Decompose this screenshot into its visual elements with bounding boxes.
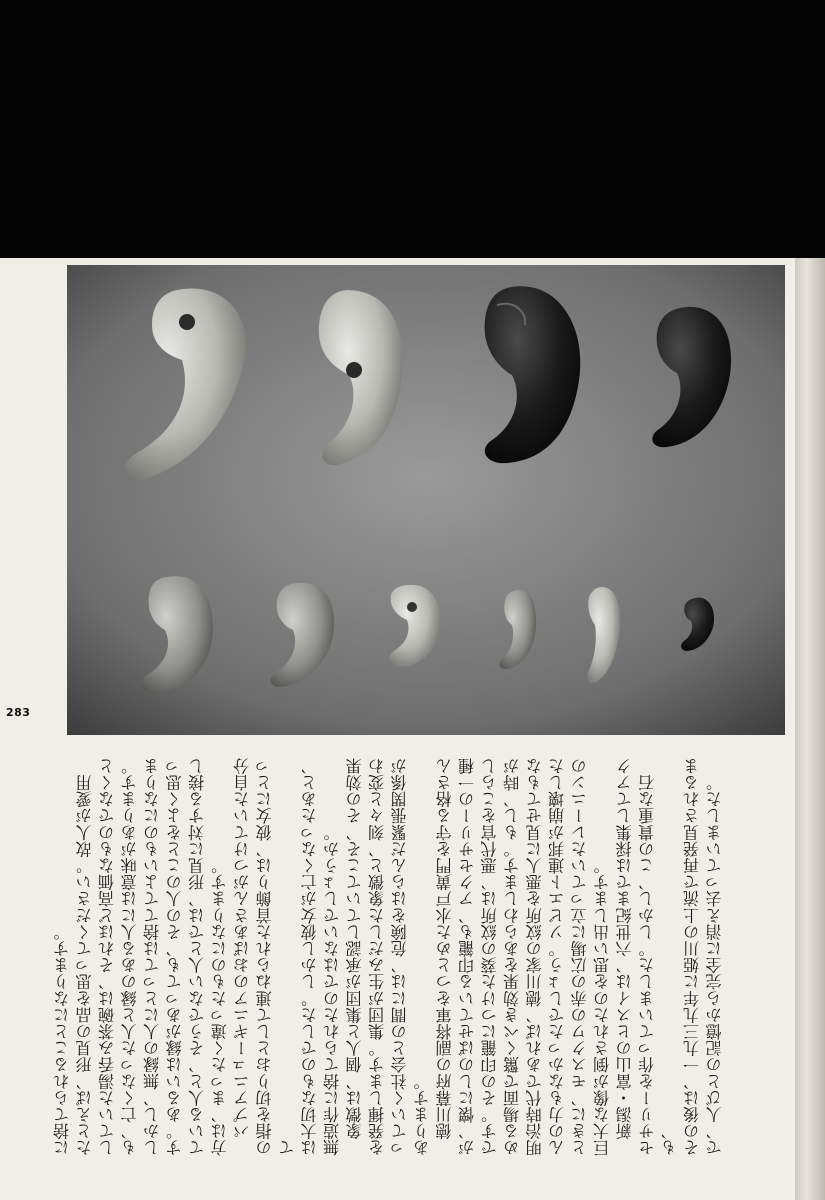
text-line: す。あるいは縁があっても、その人のことをよく思っ bbox=[165, 757, 185, 1156]
text-line: パプアニューギニアのおばあさんがつけていた自分 bbox=[233, 757, 252, 1156]
page-number: 283 bbox=[6, 706, 31, 719]
text-line: たとえば、形見の品を思ってください。故人が愛用 bbox=[75, 774, 95, 1156]
text-line: です。その印籠につけた葵の紋所は、悪代官をこらし bbox=[480, 757, 500, 1156]
text-line: していた湯呑み茶碗は、それほど高価なものでなくと bbox=[98, 757, 117, 1156]
text-line: ている人と、そうでない人とでは、形見に対する接し bbox=[188, 757, 207, 1156]
text-line: の指を切りおとして連ねられた首飾りは、彼女にとって bbox=[255, 757, 297, 1156]
text-line: を発揮します。集団が生みだした象徴と、刻々と変わ bbox=[368, 757, 387, 1156]
text-line: める場面で驚くべき効果をあらわします。もし、時が bbox=[503, 757, 522, 1156]
body-text bbox=[52, 756, 790, 1156]
text-line: あります。 bbox=[413, 1073, 432, 1156]
text-line: 方は、まったく違ったものになります。 bbox=[210, 857, 230, 1156]
text-line: は大切なものでした。しかし彼女が亡くなったあと、 bbox=[300, 757, 320, 1156]
text-line: んの力もなかったでしょう。ソビエト連邦が崩壊した bbox=[548, 757, 567, 1156]
text-line: っていく社会との間には、危険をはらんだ緊張関係が bbox=[390, 757, 410, 1156]
text-line: ときに、モスクワの赤の広場に立っていたレーニンの bbox=[570, 757, 590, 1156]
text-line: が、懐にしのばせている印籠も、アクセサリーの一種 bbox=[458, 757, 477, 1156]
text-line: セサリーを作っていました。しかし、この貴重な石も、 bbox=[638, 774, 680, 1156]
text-line: も、亡くなった人と縁のある人には意味があります。 bbox=[120, 757, 140, 1156]
text-line: 徳川幕府の副将軍をつとめた水戸黄門を守る格さん bbox=[435, 757, 455, 1156]
text-line: 新潟・富山のヒスイは、六世紀までは採集してアク bbox=[615, 757, 635, 1156]
page-edge bbox=[795, 258, 825, 1200]
text-line: 明治時代であれば、徳川家の紋所を悪人に見せてもな bbox=[525, 757, 545, 1156]
text-line: 巨大な像が倒されたのを思い出します。 bbox=[593, 857, 612, 1156]
text-line: 象徴は、個人と集団が承認していてこそ、その効果 bbox=[345, 757, 365, 1156]
magatama-photo bbox=[67, 265, 785, 735]
text-line: で、人びとの記憶から完全に消え去っていました。 bbox=[705, 774, 725, 1156]
text-line: その後は、一九三九年に姫川の上流で再発見されるま bbox=[683, 757, 702, 1156]
text-line: しかし、無縁の人にとっては捨ててよいものになりま bbox=[143, 757, 162, 1156]
text-line: に捨てられることになります。 bbox=[53, 923, 72, 1156]
text-line: 無造作に捨てられたのではないでしょうか。 bbox=[323, 824, 342, 1156]
magatama-photo-drawing bbox=[67, 265, 785, 735]
